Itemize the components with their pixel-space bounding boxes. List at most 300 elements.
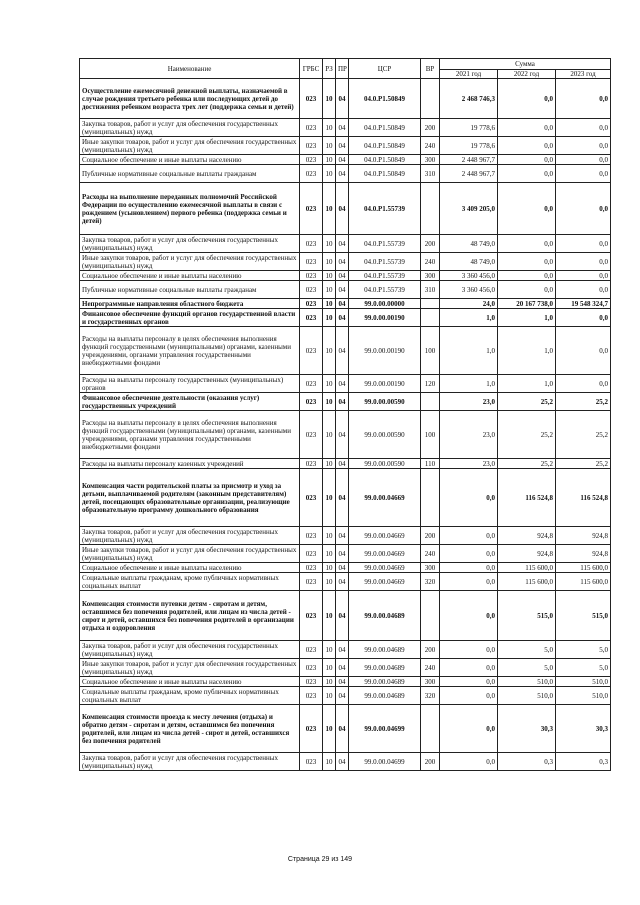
cell-rz: 10: [323, 459, 336, 469]
cell-grbs: 023: [300, 375, 323, 393]
budget-table: [79, 58, 611, 771]
cell-vr: 100: [421, 327, 440, 375]
cell-name: Иные закупки товаров, работ и услуг для обеспечения государственных (муниципальных) нужд: [80, 659, 300, 677]
cell-2021: 0,0: [440, 469, 498, 527]
table-row: [80, 705, 611, 753]
cell-name: Расходы на выплаты персоналу в целях обеспечения выполнения функций государственными (муниципальными) органами, казенными учреждениями, органами управления государственными внебюджетными фондами: [80, 411, 300, 459]
cell-rz: 10: [323, 545, 336, 563]
cell-2023: 924,8: [556, 527, 611, 545]
cell-vr: [421, 309, 440, 327]
cell-name: Расходы на выплаты персоналу в целях обеспечения выполнения функций государственными (муниципальными) органами, казенными учреждениями, органами управления государственными внебюджетными фондами: [80, 327, 300, 375]
cell-pr: 04: [336, 393, 349, 411]
cell-csr: 99.0.00.04669: [349, 545, 421, 563]
cell-pr: 04: [336, 753, 349, 771]
cell-2021: 0,0: [440, 659, 498, 677]
cell-2021: 0,0: [440, 545, 498, 563]
table-row: [80, 527, 611, 545]
cell-csr: 04.0.P1.55739: [349, 281, 421, 299]
cell-2021: 0,0: [440, 677, 498, 687]
cell-rz: 10: [323, 591, 336, 641]
cell-grbs: 023: [300, 573, 323, 591]
cell-pr: 04: [336, 253, 349, 271]
table-row: [80, 327, 611, 375]
cell-csr: 04.0.P1.55739: [349, 253, 421, 271]
cell-2021: 0,0: [440, 687, 498, 705]
cell-2023: 0,0: [556, 137, 611, 155]
cell-grbs: 023: [300, 527, 323, 545]
cell-2022: 510,0: [498, 677, 556, 687]
cell-2021: 0,0: [440, 573, 498, 591]
cell-vr: [421, 705, 440, 753]
header-name: Наименование: [80, 59, 300, 79]
cell-2022: 116 524,8: [498, 469, 556, 527]
cell-name: Социальные выплаты гражданам, кроме публичных нормативных социальных выплат: [80, 573, 300, 591]
cell-rz: 10: [323, 527, 336, 545]
cell-csr: 99.0.00.04699: [349, 753, 421, 771]
cell-2022: 1,0: [498, 309, 556, 327]
cell-csr: 04.0.P1.50849: [349, 119, 421, 137]
cell-pr: 04: [336, 327, 349, 375]
cell-2022: 5,0: [498, 641, 556, 659]
cell-grbs: 023: [300, 235, 323, 253]
cell-rz: 10: [323, 183, 336, 235]
cell-2022: 0,0: [498, 235, 556, 253]
cell-2021: 23,0: [440, 411, 498, 459]
cell-csr: 04.0.P1.50849: [349, 155, 421, 165]
table-row: [80, 155, 611, 165]
table-row: [80, 235, 611, 253]
cell-2021: 0,0: [440, 591, 498, 641]
cell-2023: 25,2: [556, 393, 611, 411]
cell-rz: 10: [323, 299, 336, 309]
cell-grbs: 023: [300, 299, 323, 309]
cell-name: Компенсация стоимости проезда к месту лечения (отдыха) и обратно детям - сиротам и детям, оставшимся без попечения родителей, или лицам из числа детей - сирот и детей, оставшихся без попечения родителей: [80, 705, 300, 753]
cell-2022: 5,0: [498, 659, 556, 677]
cell-2021: 3 360 456,0: [440, 271, 498, 281]
header-sum: Сумма: [440, 59, 611, 70]
cell-2021: 1,0: [440, 309, 498, 327]
header-vr: ВР: [421, 59, 440, 79]
cell-rz: 10: [323, 79, 336, 119]
cell-csr: 99.0.00.00590: [349, 393, 421, 411]
cell-rz: 10: [323, 469, 336, 527]
header-year-2022: 2022 год: [498, 70, 556, 79]
cell-2022: 924,8: [498, 527, 556, 545]
cell-2022: 0,0: [498, 155, 556, 165]
table-row: [80, 309, 611, 327]
cell-2022: 30,3: [498, 705, 556, 753]
cell-2022: 1,0: [498, 327, 556, 375]
cell-2023: 5,0: [556, 641, 611, 659]
cell-grbs: 023: [300, 753, 323, 771]
cell-rz: 10: [323, 165, 336, 183]
table-row: [80, 393, 611, 411]
cell-2021: 23,0: [440, 393, 498, 411]
cell-2023: 115 600,0: [556, 563, 611, 573]
table-row: [80, 545, 611, 563]
cell-csr: 04.0.P1.55739: [349, 183, 421, 235]
cell-name: Социальное обеспечение и иные выплаты населению: [80, 155, 300, 165]
table-row: [80, 469, 611, 527]
cell-vr: 320: [421, 687, 440, 705]
cell-2023: 515,0: [556, 591, 611, 641]
cell-grbs: 023: [300, 119, 323, 137]
cell-name: Социальное обеспечение и иные выплаты населению: [80, 563, 300, 573]
cell-csr: 99.0.00.00590: [349, 411, 421, 459]
cell-2022: 0,0: [498, 79, 556, 119]
cell-2022: 25,2: [498, 393, 556, 411]
cell-2023: 5,0: [556, 659, 611, 677]
table-row: [80, 677, 611, 687]
cell-2023: 510,0: [556, 677, 611, 687]
cell-pr: 04: [336, 165, 349, 183]
cell-csr: 99.0.00.04669: [349, 527, 421, 545]
cell-vr: 200: [421, 753, 440, 771]
cell-vr: 300: [421, 155, 440, 165]
cell-rz: 10: [323, 393, 336, 411]
table-row: [80, 641, 611, 659]
cell-2022: 20 167 738,0: [498, 299, 556, 309]
table-row: [80, 591, 611, 641]
cell-rz: 10: [323, 137, 336, 155]
cell-2022: 1,0: [498, 375, 556, 393]
header-pr: ПР: [336, 59, 349, 79]
cell-name: Финансовое обеспечение деятельности (оказания услуг) государственных учреждений: [80, 393, 300, 411]
cell-rz: 10: [323, 659, 336, 677]
cell-2021: 48 749,0: [440, 253, 498, 271]
cell-rz: 10: [323, 705, 336, 753]
cell-vr: 240: [421, 137, 440, 155]
cell-rz: 10: [323, 687, 336, 705]
cell-2023: 0,0: [556, 281, 611, 299]
cell-2022: 0,0: [498, 253, 556, 271]
cell-rz: 10: [323, 155, 336, 165]
cell-pr: 04: [336, 309, 349, 327]
cell-2023: 0,0: [556, 165, 611, 183]
table-row: [80, 253, 611, 271]
cell-rz: 10: [323, 235, 336, 253]
cell-2021: 3 409 205,0: [440, 183, 498, 235]
cell-pr: 04: [336, 641, 349, 659]
cell-pr: 04: [336, 119, 349, 137]
cell-csr: 99.0.00.04689: [349, 591, 421, 641]
cell-name: Финансовое обеспечение функций органов государственной власти и государственных органов: [80, 309, 300, 327]
cell-rz: 10: [323, 411, 336, 459]
cell-pr: 04: [336, 687, 349, 705]
cell-grbs: 023: [300, 591, 323, 641]
cell-pr: 04: [336, 527, 349, 545]
cell-vr: 300: [421, 677, 440, 687]
cell-2023: 924,8: [556, 545, 611, 563]
cell-csr: 99.0.00.00000: [349, 299, 421, 309]
cell-rz: 10: [323, 119, 336, 137]
cell-csr: 99.0.00.00190: [349, 327, 421, 375]
cell-grbs: 023: [300, 309, 323, 327]
cell-grbs: 023: [300, 687, 323, 705]
table-row: [80, 573, 611, 591]
cell-name: Компенсация стоимости путевки детям - сиротам и детям, оставшимся без попечения родителей, или лицам из числа детей - сирот и детей, оставшихся без попечения родителей в организации отдыха и оздоровления: [80, 591, 300, 641]
cell-grbs: 023: [300, 705, 323, 753]
cell-name: Закупка товаров, работ и услуг для обеспечения государственных (муниципальных) нужд: [80, 119, 300, 137]
cell-grbs: 023: [300, 137, 323, 155]
table-row: [80, 687, 611, 705]
cell-2023: 0,0: [556, 375, 611, 393]
cell-2022: 0,3: [498, 753, 556, 771]
cell-pr: 04: [336, 155, 349, 165]
cell-2021: 1,0: [440, 327, 498, 375]
cell-2022: 515,0: [498, 591, 556, 641]
table-row: [80, 79, 611, 119]
cell-pr: 04: [336, 469, 349, 527]
cell-vr: [421, 393, 440, 411]
cell-name: Иные закупки товаров, работ и услуг для обеспечения государственных (муниципальных) нужд: [80, 545, 300, 563]
cell-name: Расходы на выплаты персоналу казенных учреждений: [80, 459, 300, 469]
cell-2022: 25,2: [498, 459, 556, 469]
cell-2021: 2 448 967,7: [440, 155, 498, 165]
cell-grbs: 023: [300, 411, 323, 459]
table-row: [80, 165, 611, 183]
cell-pr: 04: [336, 79, 349, 119]
cell-2023: 25,2: [556, 459, 611, 469]
cell-vr: 240: [421, 253, 440, 271]
cell-pr: 04: [336, 137, 349, 155]
cell-pr: 04: [336, 563, 349, 573]
cell-2022: 924,8: [498, 545, 556, 563]
cell-rz: 10: [323, 375, 336, 393]
cell-rz: 10: [323, 641, 336, 659]
table-row: [80, 659, 611, 677]
cell-2021: 1,0: [440, 375, 498, 393]
cell-pr: 04: [336, 677, 349, 687]
cell-2021: 0,0: [440, 641, 498, 659]
cell-vr: 200: [421, 641, 440, 659]
cell-pr: 04: [336, 281, 349, 299]
cell-2021: 3 360 456,0: [440, 281, 498, 299]
cell-name: Социальные выплаты гражданам, кроме публичных нормативных социальных выплат: [80, 687, 300, 705]
cell-2023: 115 600,0: [556, 573, 611, 591]
cell-name: Социальное обеспечение и иные выплаты населению: [80, 677, 300, 687]
cell-name: Иные закупки товаров, работ и услуг для обеспечения государственных (муниципальных) нужд: [80, 253, 300, 271]
cell-csr: 99.0.00.04689: [349, 687, 421, 705]
cell-vr: 300: [421, 563, 440, 573]
cell-vr: 200: [421, 119, 440, 137]
cell-vr: [421, 469, 440, 527]
cell-vr: 310: [421, 165, 440, 183]
cell-pr: 04: [336, 591, 349, 641]
cell-vr: [421, 183, 440, 235]
cell-2022: 0,0: [498, 281, 556, 299]
cell-2021: 0,0: [440, 753, 498, 771]
cell-pr: 04: [336, 573, 349, 591]
cell-name: Осуществление ежемесячной денежной выплаты, назначаемой в случае рождения третьего ребенка или последующих детей до достижения ребенком возраста трех лет (поддержка семьи и детей): [80, 79, 300, 119]
cell-grbs: 023: [300, 183, 323, 235]
cell-pr: 04: [336, 271, 349, 281]
cell-rz: 10: [323, 281, 336, 299]
table-row: [80, 281, 611, 299]
cell-csr: 99.0.00.00590: [349, 459, 421, 469]
cell-2023: 510,0: [556, 687, 611, 705]
cell-vr: [421, 591, 440, 641]
cell-name: Публичные нормативные социальные выплаты гражданам: [80, 165, 300, 183]
cell-pr: 04: [336, 183, 349, 235]
cell-2022: 0,0: [498, 183, 556, 235]
cell-csr: 99.0.00.04689: [349, 659, 421, 677]
cell-csr: 99.0.00.00190: [349, 309, 421, 327]
cell-2023: 0,0: [556, 253, 611, 271]
cell-csr: 04.0.P1.50849: [349, 79, 421, 119]
cell-2022: 0,0: [498, 119, 556, 137]
table-header: [80, 59, 611, 79]
cell-grbs: 023: [300, 165, 323, 183]
cell-csr: 99.0.00.04689: [349, 641, 421, 659]
cell-vr: 200: [421, 235, 440, 253]
cell-2022: 510,0: [498, 687, 556, 705]
cell-2022: 115 600,0: [498, 563, 556, 573]
cell-name: Закупка товаров, работ и услуг для обеспечения государственных (муниципальных) нужд: [80, 753, 300, 771]
cell-csr: 99.0.00.04699: [349, 705, 421, 753]
cell-grbs: 023: [300, 327, 323, 375]
cell-rz: 10: [323, 753, 336, 771]
cell-2023: 30,3: [556, 705, 611, 753]
cell-rz: 10: [323, 309, 336, 327]
cell-2022: 0,0: [498, 271, 556, 281]
cell-pr: 04: [336, 705, 349, 753]
cell-rz: 10: [323, 253, 336, 271]
cell-2023: 0,0: [556, 79, 611, 119]
cell-pr: 04: [336, 659, 349, 677]
cell-csr: 99.0.00.04669: [349, 469, 421, 527]
cell-csr: 99.0.00.00190: [349, 375, 421, 393]
cell-grbs: 023: [300, 281, 323, 299]
page-number: Страница 29 из 149: [287, 856, 353, 863]
cell-2023: 0,3: [556, 753, 611, 771]
cell-vr: 120: [421, 375, 440, 393]
cell-grbs: 023: [300, 563, 323, 573]
table-row: [80, 183, 611, 235]
cell-pr: 04: [336, 235, 349, 253]
cell-2021: 2 468 746,3: [440, 79, 498, 119]
cell-2022: 115 600,0: [498, 573, 556, 591]
table-row: [80, 375, 611, 393]
cell-csr: 04.0.P1.50849: [349, 165, 421, 183]
table-row: [80, 119, 611, 137]
cell-2021: 23,0: [440, 459, 498, 469]
cell-pr: 04: [336, 299, 349, 309]
cell-2021: 19 778,6: [440, 137, 498, 155]
cell-rz: 10: [323, 573, 336, 591]
cell-name: Социальное обеспечение и иные выплаты населению: [80, 271, 300, 281]
cell-2023: 25,2: [556, 411, 611, 459]
cell-grbs: 023: [300, 469, 323, 527]
cell-grbs: 023: [300, 459, 323, 469]
cell-name: Расходы на выполнение переданных полномочий Российской Федерации по осуществлению ежемесячной выплаты в связи с рождением (усыновлением) первого ребенка (поддержка семьи и детей): [80, 183, 300, 235]
cell-csr: 04.0.P1.55739: [349, 235, 421, 253]
cell-name: Закупка товаров, работ и услуг для обеспечения государственных (муниципальных) нужд: [80, 641, 300, 659]
cell-vr: 240: [421, 659, 440, 677]
cell-2023: 0,0: [556, 309, 611, 327]
cell-pr: 04: [336, 411, 349, 459]
cell-grbs: 023: [300, 79, 323, 119]
cell-vr: 200: [421, 527, 440, 545]
cell-2021: 0,0: [440, 563, 498, 573]
table-row: [80, 299, 611, 309]
cell-grbs: 023: [300, 253, 323, 271]
cell-csr: 99.0.00.04669: [349, 563, 421, 573]
cell-grbs: 023: [300, 677, 323, 687]
cell-2023: 0,0: [556, 183, 611, 235]
cell-grbs: 023: [300, 659, 323, 677]
cell-rz: 10: [323, 677, 336, 687]
cell-2021: 48 749,0: [440, 235, 498, 253]
cell-csr: 99.0.00.04669: [349, 573, 421, 591]
cell-csr: 04.0.P1.50849: [349, 137, 421, 155]
table-row: [80, 563, 611, 573]
cell-name: Закупка товаров, работ и услуг для обеспечения государственных (муниципальных) нужд: [80, 527, 300, 545]
table-row: [80, 271, 611, 281]
table-row: [80, 753, 611, 771]
cell-pr: 04: [336, 375, 349, 393]
cell-vr: 110: [421, 459, 440, 469]
cell-name: Непрограммные направления областного бюджета: [80, 299, 300, 309]
cell-2021: 24,0: [440, 299, 498, 309]
cell-2023: 0,0: [556, 271, 611, 281]
cell-rz: 10: [323, 327, 336, 375]
cell-vr: 320: [421, 573, 440, 591]
cell-name: Публичные нормативные социальные выплаты гражданам: [80, 281, 300, 299]
cell-2023: 19 548 324,7: [556, 299, 611, 309]
header-year-2023: 2023 год: [556, 70, 611, 79]
cell-name: Закупка товаров, работ и услуг для обеспечения государственных (муниципальных) нужд: [80, 235, 300, 253]
cell-vr: 240: [421, 545, 440, 563]
cell-vr: [421, 79, 440, 119]
cell-grbs: 023: [300, 393, 323, 411]
cell-name: Иные закупки товаров, работ и услуг для обеспечения государственных (муниципальных) нужд: [80, 137, 300, 155]
table-row: [80, 137, 611, 155]
cell-vr: [421, 299, 440, 309]
cell-2022: 25,2: [498, 411, 556, 459]
cell-2021: 2 448 967,7: [440, 165, 498, 183]
cell-pr: 04: [336, 545, 349, 563]
cell-grbs: 023: [300, 641, 323, 659]
header-csr: ЦСР: [349, 59, 421, 79]
header-grbs: ГРБС: [300, 59, 323, 79]
cell-2023: 0,0: [556, 119, 611, 137]
cell-name: Компенсация части родительской платы за присмотр и уход за детьми, выплачиваемой родителям (законным представителям) детей, посещающих образовательные организации, реализующие образовательную программу дошкольного образования: [80, 469, 300, 527]
cell-2023: 0,0: [556, 155, 611, 165]
table-row: [80, 411, 611, 459]
cell-rz: 10: [323, 563, 336, 573]
cell-vr: 100: [421, 411, 440, 459]
table-body: [80, 79, 611, 771]
cell-2021: 0,0: [440, 705, 498, 753]
cell-2023: 0,0: [556, 235, 611, 253]
cell-2023: 0,0: [556, 327, 611, 375]
header-year-2021: 2021 год: [440, 70, 498, 79]
cell-2021: 19 778,6: [440, 119, 498, 137]
cell-rz: 10: [323, 271, 336, 281]
header-rz: РЗ: [323, 59, 336, 79]
cell-name: Расходы на выплаты персоналу государственных (муниципальных) органов: [80, 375, 300, 393]
cell-2022: 0,0: [498, 137, 556, 155]
cell-grbs: 023: [300, 155, 323, 165]
cell-2023: 116 524,8: [556, 469, 611, 527]
cell-grbs: 023: [300, 545, 323, 563]
cell-csr: 04.0.P1.55739: [349, 271, 421, 281]
cell-2021: 0,0: [440, 527, 498, 545]
cell-pr: 04: [336, 459, 349, 469]
table-row: [80, 459, 611, 469]
cell-2022: 0,0: [498, 165, 556, 183]
